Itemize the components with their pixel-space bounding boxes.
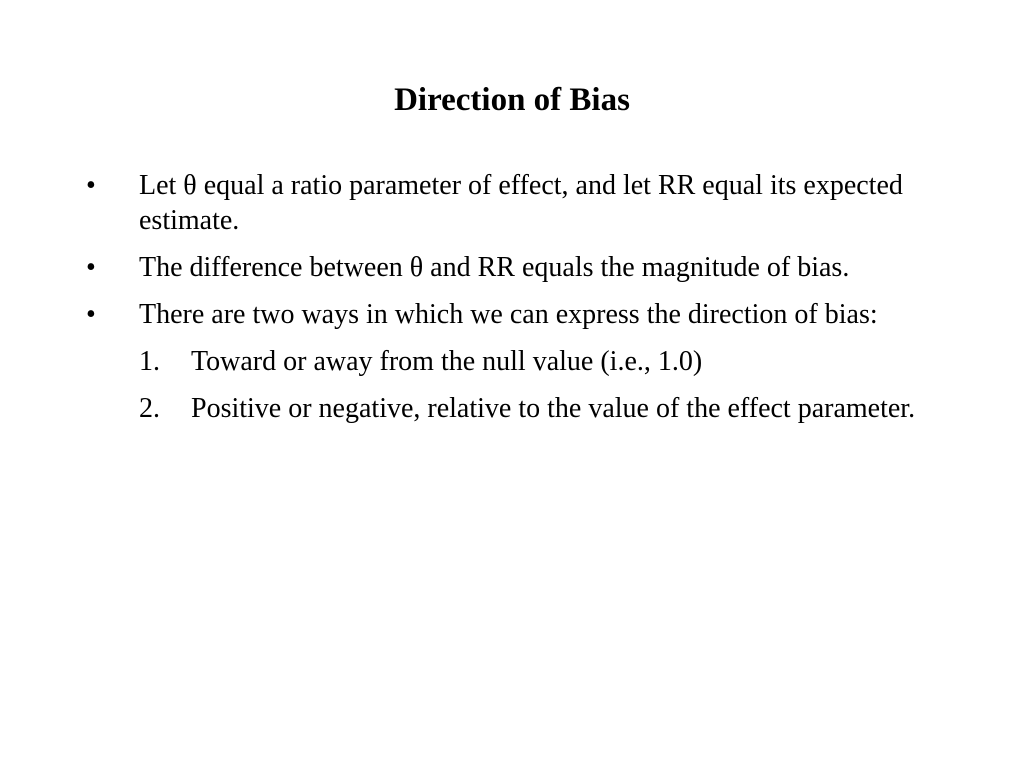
numbered-item-text: Positive or negative, relative to the value of the effect parameter. <box>191 393 916 424</box>
bullet-text: Let θ equal a ratio parameter of effect, and let RR equal its expected estimate. <box>139 170 903 236</box>
bullet-marker: • <box>86 299 96 330</box>
bullet-item <box>86 297 956 426</box>
numbered-sublist <box>139 344 956 426</box>
bullet-text: The difference between θ and RR equals the magnitude of bias. <box>139 252 850 283</box>
bullet-item <box>86 250 956 285</box>
bullet-text: There are two ways in which we can express the direction of bias: <box>139 299 878 330</box>
bullet-item <box>86 168 956 238</box>
numbered-item <box>139 391 956 426</box>
bullet-list <box>86 168 956 438</box>
numbered-item-text: Toward or away from the null value (i.e., 1.0) <box>191 346 703 377</box>
number-marker: 1. <box>139 346 160 377</box>
number-marker: 2. <box>139 393 160 424</box>
bullet-marker: • <box>86 170 96 201</box>
bullet-marker: • <box>86 252 96 283</box>
numbered-item <box>139 344 956 379</box>
slide-title: Direction of Bias <box>394 82 630 118</box>
